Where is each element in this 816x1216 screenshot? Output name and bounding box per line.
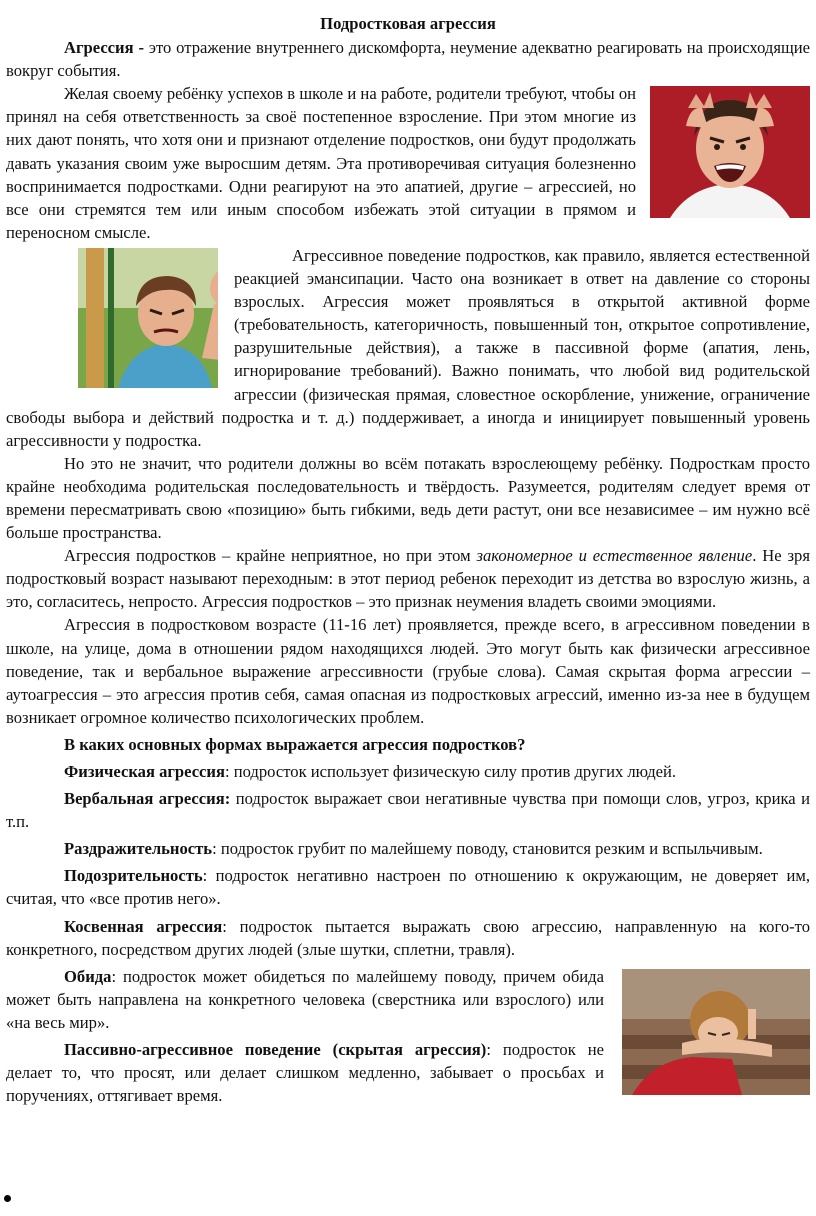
paragraph-definition: Агрессия - это отражение внутреннего дискомфорта, неумение адекватно реагировать на происходящие вокруг события. bbox=[6, 38, 810, 81]
bullet-icon bbox=[4, 1195, 11, 1202]
form-suspicion: Подозрительность: подросток негативно настроен по отношению к окружающим, не доверяет им, считая, что «все против него». bbox=[6, 866, 810, 909]
angry-boy-illustration bbox=[78, 248, 218, 388]
form-indirect: Косвенная агрессия: подросток пытается выражать свою агрессию, направленную на кого-то конкретного, посредством других людей (злые шутки, сплетни, травля). bbox=[6, 916, 810, 959]
paragraph-parents: Желая своему ребёнку успехов в школе и на работе, родители требуют, чтобы он принял на себя ответственность за своё постепенное взросление. При этом многие из них дают понять, что хотя они и признают отделение подростков, они будут продолжать давать указания своим уже выросшим детям. Эта противоречивая ситуация болезненно воспринимается подростками. Одни реагируют на это апатией, другие – агрессией, но все они стремятся тем или иным способом избежать этой ситуации в прямом и переносном смысле. bbox=[6, 84, 636, 242]
document-page bbox=[6, 12, 810, 1107]
form-passive: Пассивно-агрессивное поведение (скрытая агрессия): подросток не делает то, что просят, или делает слишком медленно, забывает о просьбах и поручениях, оттягивает время. bbox=[6, 1040, 604, 1106]
form-irritability: Раздражительность: подросток грубит по малейшему поводу, становится резким и вспыльчивым. bbox=[64, 839, 763, 859]
angry-girl-photo bbox=[650, 86, 810, 218]
paragraph-transition: Агрессия подростков – крайне неприятное, но при этом закономерное и естественное явление. Не зря подростковый возраст называют переходным: в этот период ребенок переходит из детства во взрослую жизнь, а это, согласитесь, непросто. Агрессия подростков – это признак неумения владеть своими эмоциями. bbox=[6, 546, 810, 612]
emphasis-natural: закономерное и естественное явление bbox=[476, 546, 753, 566]
angry-girl-illustration bbox=[650, 86, 810, 218]
term-aggression: Агрессия - bbox=[64, 38, 144, 58]
sad-girl-illustration bbox=[622, 969, 810, 1095]
paragraph-behavior: Агрессивное поведение подростков, как правило, является естественной реакцией эмансипации. Часто она возникает в ответ на давление со стороны взрослых. Агрессия может проявляться в открытой активной форме (требовательность, категоричность, повышенный тон, открытое сопротивление, разрушительные действия), а также в пассивной форме (апатия, лень, игнорирование требований). Важно понимать, что любой вид родительской агрессии (физическая прямая, словестное оскорбление, унижение, ограничение свободы выбора и действий подростка и т. д.) поддерживает, а иногда и инициирует повышенный уровень агрессивности у подростка. bbox=[6, 245, 810, 450]
form-resentment: Обида: подросток может обидеться по малейшему поводу, причем обида может быть направлена на конкретного человека (сверстника или взрослого) или «на весь мир». bbox=[6, 966, 604, 1032]
document-title: Подростковая агрессия bbox=[320, 14, 496, 33]
angry-boy-photo bbox=[20, 248, 218, 388]
forms-question: В каких основных формах выражается агрессия подростков? bbox=[64, 734, 526, 754]
sad-girl-photo bbox=[622, 969, 810, 1095]
paragraph-consistency: Но это не значит, что родители должны во всём потакать взрослеющему ребёнку. Подросткам просто крайне необходима родительская последовательность и твёрдость. Разумеется, родителям следует время от времени пересматривать свою «позицию» быть гибкими, ведь дети растут, они все независимее – им нужно всё больше пространства. bbox=[6, 453, 810, 543]
paragraph-age: Агрессия в подростковом возрасте (11-16 лет) проявляется, прежде всего, в агрессивном поведении в школе, на улице, дома в отношении рядом находящихся людей. Это могут быть как физически агрессивное поведение, так и вербальное выражение агрессивности (грубые слова). Самая скрытая форма агрессии – аутоагрессия – это агрессия против себя, самая опасная из подростковых агрессий, именно из-за нее в будущем возникает огромное количество психологических проблем. bbox=[6, 615, 810, 727]
form-physical: Физическая агрессия: подросток использует физическую силу против других людей. bbox=[64, 762, 677, 781]
form-verbal: Вербальная агрессия: подросток выражает свои негативные чувства при помощи слов, угроз, крика и т.п. bbox=[6, 789, 810, 832]
